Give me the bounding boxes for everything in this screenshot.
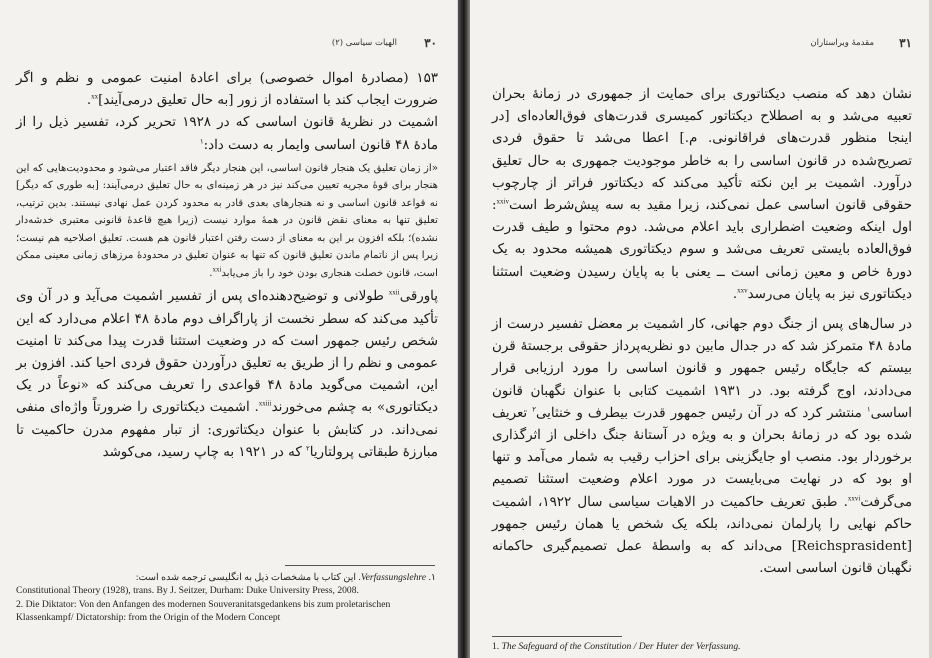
right-page-number: ۳۱ <box>899 36 912 50</box>
right-paragraph-1: نشان دهد که منصب دیکتاتوری برای حمایت از جمهوری در زمانهٔ بحران تعبیه می‌شد و به اصطلاح دیکتاتور کمیسری قدرت‌های فوق‌العاده‌ای [در اینجا منظور قدرت‌های فراقانونی. م.] اعطا می‌شد تا حقوق فردی تصریح‌شده در قانون اساسی را به خاطر موجودیت جمهوری به حال تعلیق درآورد. اشمیت بر این نکته تأکید می‌کند که دیکتاتور فراتر از چارچوب حقوقی قانون اساسی عمل نمی‌کند، زیرا مقید به سه پیش‌شرط است$^{xxiv}$: اول اینکه وضعیت اضطراری باید اعلام می‌شد. دوم محتوا و طیف قدرت فوق‌العاده بایستی تعریف می‌شد و سوم دیکتاتوری همیشه محدود به یک دورهٔ خاص و معین زمانی است ــ یعنی با به پایان رسیدن وضعیت استثنا دیکتاتوری نیز به پایان می‌رسد$^{xxv}$. <box>492 87 912 302</box>
book-gutter <box>458 0 470 658</box>
footnote-divider <box>285 565 435 566</box>
right-footnotes <box>492 640 912 653</box>
left-paragraph-3: پاورقی$^{xxii}$ طولانی و توضیح‌دهنده‌ای پس از تفسیر اشمیت می‌آید و در آن وی تأکید می‌کند که سطر نخست از پاراگراف دوم مادهٔ ۴۸ اعلام می‌دارد که این شخص رئیس جمهور است که در وضعیت استثنا قدرت پیدا می‌کند تا امنیت عمومی و نظم را از طریق به تعلیق درآوردن حقوق فردی احیا کند. افزون بر این، اشمیت می‌گوید مادهٔ ۴۸ قواعدی را تعریف می‌کند که «نوعاً در یک دیکتاتوری» به چشم می‌خورند$^{xxiii}$. اشمیت دیکتاتوری را ضرورتاً واژه‌ای منفی نمی‌داند. در کتابش با عنوان دیکتاتوری: از تبار مفهوم مدرن حاکمیت تا مبارزهٔ طبقاتی پرولتاریا$^۲$ که در ۱۹۲۱ به چاپ رسید، می‌کوشد <box>16 288 438 460</box>
right-paragraph-2: در سال‌های پس از جنگ دوم جهانی، کار اشمیت بر معضل تفسیر درست از مادهٔ ۴۸ متمرکز شد که در جدال مابین دو نظریه‌پرداز حقوقی برجستهٔ قرن بیستم که جایگاه رئیس جمهور و قانون اساسی را مورد ارزیابی قرار می‌دادند، اوج گرفته بود. در ۱۹۳۱ اشمیت کتابی با عنوان نگهبان قانون اساسی$^۱$ منتشر کرد که در آن رئیس جمهور قدرت بیطرف و خنثایی$^۲$ تعریف شده بود که در زمانهٔ بحران و به ویژه در آستانهٔ جنگ داخلی از اثرگذاری برخوردار بود. منصب او جایگزینی برای احزاب رقیب به شمار می‌آمد و تنها او بود که در نهایت می‌بایست در مورد اعلام وضعیت استثنا تصمیم می‌گرفت$^{xxvi}$. طبق تعریف حاکمیت در الاهیات سیاسی سال ۱۹۲۲، اشمیت حاکم نهایی را پارلمان نمی‌داند، بلکه یک شخص یا همان رئیس جمهور [Reichsprasident] می‌داند که به واسطهٔ عمل تصمیم‌گیری حاکمانه نگهبان قانون اساسی است. <box>492 317 912 577</box>
left-footnotes <box>16 571 436 625</box>
endnote-marker: xxvi <box>847 494 861 503</box>
footnote-2: 2. Die Diktator: Von den Anfangen des modernen Souveranitatsgedankens bis zum proletarischen Klassenkampf/ Dictatorship: from the Origin of the Modern Concept <box>16 598 391 624</box>
endnote-marker: xxi <box>212 265 222 274</box>
left-paragraph-2: اشمیت در نظریهٔ قانون اساسی که در ۱۹۲۸ تحریر کرد، تفسیر ذیل را از مادهٔ ۴۸ قانون اساسی وایمار به دست داد:$^۱$ <box>16 115 438 153</box>
footnote-marker: ۲ <box>305 444 310 453</box>
left-page-number: ۳۰ <box>424 36 437 50</box>
endnote-marker: xxiv <box>496 197 509 206</box>
endnote-marker: xxii <box>388 288 400 297</box>
endnote-marker: xx <box>91 92 99 101</box>
footnote-1: 1. The Safeguard of the Constitution / Der Huter der Verfassung. <box>492 641 741 652</box>
right-page-header <box>486 38 912 54</box>
block-quote: «از زمان تعلیق یک هنجار قانون اساسی، این هنجار دیگر فاقد اعتبار می‌شود و محدودیت‌هایی که این هنجار برای قوهٔ مجریه تعیین می‌کند نیز در هر زمینه‌ای به حال تعلیق درمی‌آیند: [به طوری که دیگر] نه قواعد قانون اساسی و نه هنجارهای بعدی قادر به محدود کردن عمل نهادی نیستند. بدین ترتیب، تعلیق تنها به معنای نقض قانون در همهٔ موارد نیست (زیرا هیچ قاعدهٔ قانونی معتبری خدشه‌دار نشده)؛ بلکه افزون بر این به معنای از دست رفتن اعتبار قانون هم هست. تعلیق اصلاحیه هم نیست؛ زیرا پس از ناتمام ماندن تعلیق قانون که تنها به عنوان تعلیق در محدودهٔ مرزهای زمانی معینی ممکن است، قانون خصلت هنجاری بودن خود را باز می‌یابد$^{xxi}$. <box>16 162 438 279</box>
right-running-head: مقدمهٔ ویراستاران <box>810 38 874 48</box>
endnote-marker: xxiii <box>258 399 272 408</box>
endnote-marker: xxv <box>737 286 748 295</box>
left-page <box>0 0 458 658</box>
left-page-header <box>16 38 437 54</box>
left-paragraph-1: ۱۵۳ (مصادرهٔ اموال خصوصی) برای اعادهٔ امنیت عمومی و نظم و اگر ضرورت ایجاب کند با استفاده از زور [به حال تعلیق درمی‌آیند]$^{xx}$. <box>16 71 438 109</box>
right-page <box>470 0 932 658</box>
footnote-marker: ۱ <box>866 405 871 414</box>
footnote-marker: ۱ <box>199 137 204 146</box>
footnote-1-translation: Constitutional Theory (1928), trans. By J. Seitzer, Durham: Duke University Press, 2008. <box>16 585 359 597</box>
footnote-divider <box>492 636 622 637</box>
left-running-head: الهیات سیاسی (۲) <box>331 38 397 48</box>
right-page-body <box>492 84 912 580</box>
footnote-marker: ۲ <box>532 405 536 414</box>
footnote-1: ۱. Verfassungslehre. این کتاب با مشخصات ذیل به انگلیسی ترجمه شده است: <box>135 572 436 583</box>
left-page-body <box>16 68 438 464</box>
